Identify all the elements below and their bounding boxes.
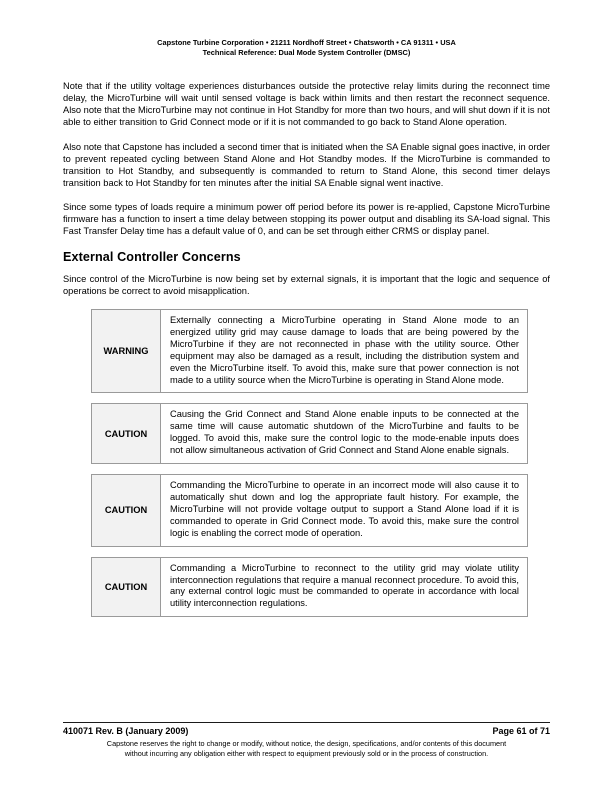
footer-legal-line-2: without incurring any obligation either with respect to equipment previously sold or in the process of construction. [124,748,489,758]
section-heading: External Controller Concerns [63,249,241,264]
notice-text: Externally connecting a MicroTurbine operating in Stand Alone mode to an energized utility grid may cause damage to loads that are being powered by the MicroTurbine if they are not reconnected in phase with the utility source. Other equipment may also be damaged as a result, including the distribution system and even the MicroTurbine itself. To avoid this, make sure that power connection is not made to a utility source when the MicroTurbine is operating in Stand Alone mode. [161,310,528,393]
page-footer [63,722,550,758]
notice-label: CAUTION [92,475,161,547]
warning-table [91,309,528,393]
footer-legal-line-1: Capstone reserves the right to change or modify, without notice, the design, specifications, and/or contents of this document [106,739,507,748]
notice-label: CAUTION [92,557,161,617]
caution-table-2 [91,474,528,547]
table-row [92,557,528,617]
footer-divider [63,722,550,723]
footer-row [63,726,550,737]
notice-label: WARNING [92,310,161,393]
notice-text: Commanding the MicroTurbine to operate in an incorrect mode will also cause it to automatically shut down and log the appropriate fault history. For example, the MicroTurbine will not provide voltage output to support a Stand Alone load if it is commanded to operate in Grid Connect mode. To avoid this, make sure the control logic is enabling the correct mode of operation. [161,475,528,547]
section-intro: Since control of the MicroTurbine is now being set by external signals, it is important that the logic and sequence of operations be correct to avoid misapplication. [63,273,550,296]
notice-text: Causing the Grid Connect and Stand Alone enable inputs to be connected at the same time will cause automatic shutdown of the MicroTurbine and faults to be logged. To avoid this, make sure the control logic to the mode-enable inputs does not allow simultaneous activation of Grid Connect and Stand Alone enable signals. [161,404,528,464]
notice-text: Commanding a MicroTurbine to reconnect to the utility grid may violate utility interconnection regulations that require a manual reconnect procedure. To avoid this, any external control logic must be commanded to operate in accordance with local utility interconnection regulations. [161,557,528,617]
table-row [92,475,528,547]
caution-table-3 [91,557,528,618]
paragraph-fast-transfer-delay: Since some types of loads require a minimum power off period before its power is re-applied, Capstone MicroTurbine firmware has a function to insert a time delay between stopping its power output and disabling its SA-load signal. This Fast Transfer Delay time has a default value of 0, and can be set through either CRMS or display panel. [63,202,550,236]
footer-legal [63,739,550,758]
footer-page-number: Page 61 of 71 [492,726,550,736]
table-row [92,404,528,464]
header-company-address: Capstone Turbine Corporation • 21211 Nordhoff Street • Chatsworth • CA 91311 • USA [157,38,456,47]
paragraph-reconnect-delay: Note that if the utility voltage experiences disturbances outside the protective relay limits during the reconnect time delay, the MicroTurbine will wait until sensed voltage is back within limits and then restart the reconnect sequence. Also note that the MicroTurbine may not continue in Hot Standby for more than two hours, and will shut down if it is not able to either transition to Grid Connect mode or if it is not commanded to go back to Stand Alone operation. [63,81,550,127]
header-document-title: Technical Reference: Dual Mode System Controller (DMSC) [202,47,411,57]
paragraph-second-timer: Also note that Capstone has included a second timer that is initiated when the SA Enable signal goes inactive, in order to prevent repeated cycling between Stand Alone and Hot Standby modes. If the MicroTurbine is commanded to transition to Hot Standby, and subsequently is commanded to return to Stand Alone, this second timer delays transition back to Hot Standby for ten minutes after the initial SA Enable signal went inactive. [63,141,550,188]
notice-label: CAUTION [92,404,161,464]
footer-doc-ref: 410071 Rev. B (January 2009) [63,726,189,736]
caution-table-1 [91,403,528,464]
document-header [63,38,550,58]
page-content [63,80,550,627]
table-row [92,310,528,393]
